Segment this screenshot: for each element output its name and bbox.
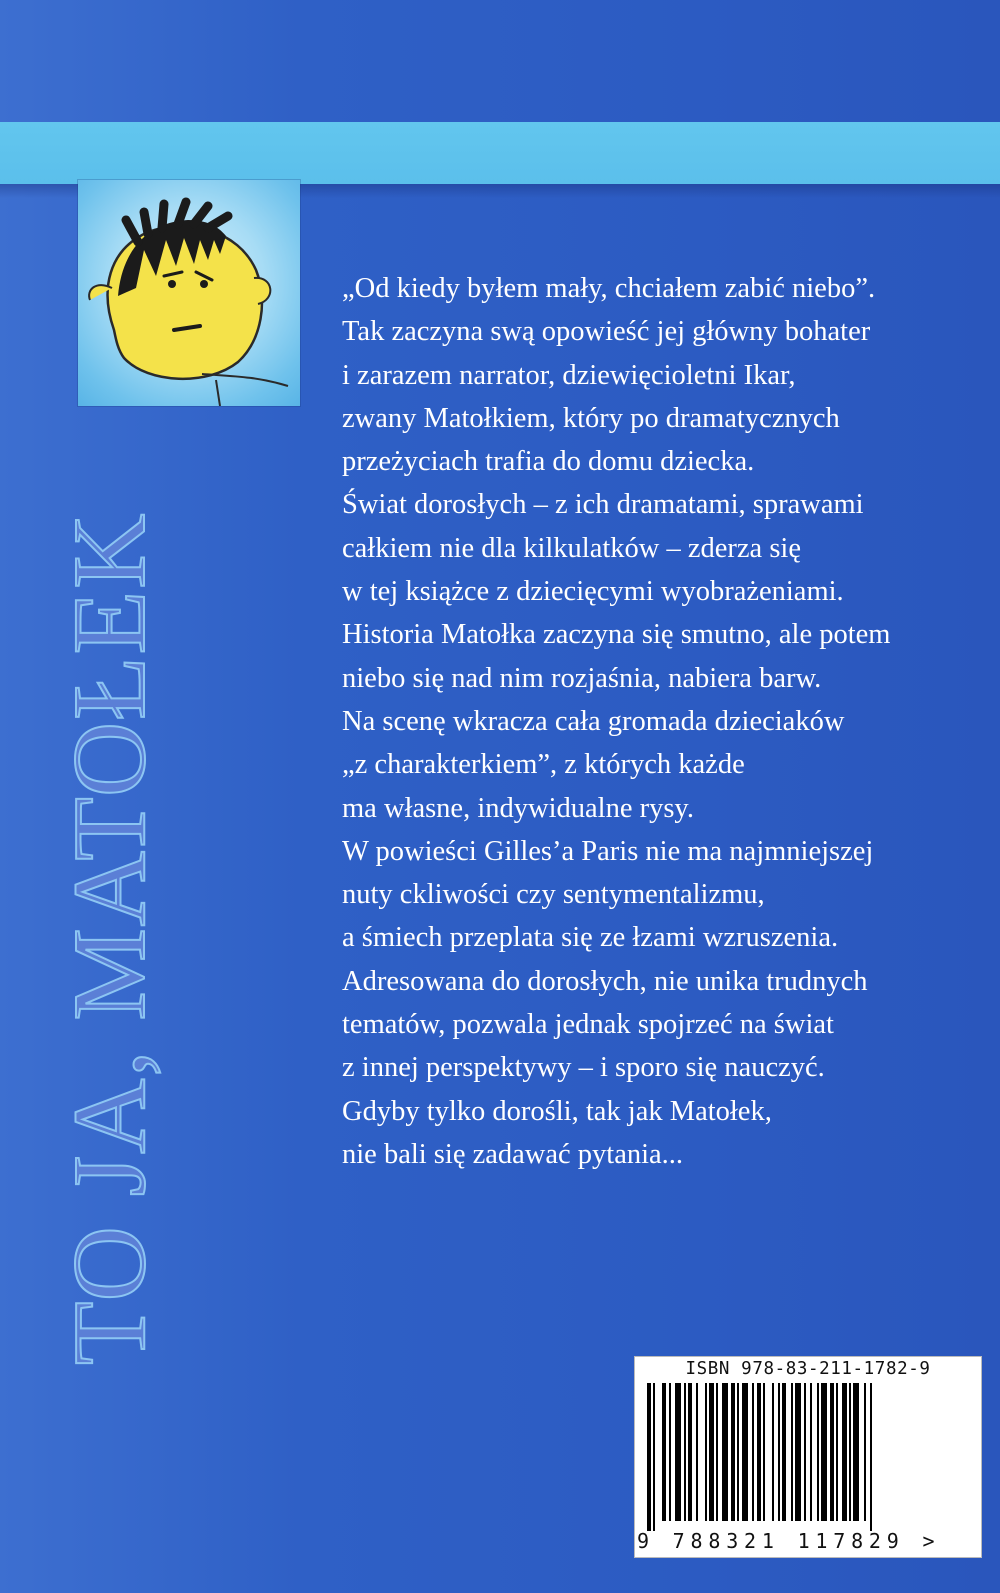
barcode-bar bbox=[662, 1383, 666, 1521]
barcode-digits: 9 788321 117829 > bbox=[637, 1529, 941, 1553]
vertical-title: TO JA, MATOŁEK bbox=[52, 511, 167, 1365]
barcode-bar bbox=[716, 1383, 718, 1521]
blurb-line: ma własne, indywidualne rysy. bbox=[342, 792, 694, 824]
barcode-bar bbox=[810, 1383, 812, 1521]
blurb-line: nuty ckliwości czy sentymentalizmu, bbox=[342, 879, 765, 911]
top-light-blue-band bbox=[0, 122, 1000, 184]
barcode-bar bbox=[836, 1383, 838, 1521]
barcode-bar bbox=[653, 1383, 655, 1531]
barcode-bar bbox=[842, 1383, 846, 1521]
barcode-bar bbox=[763, 1383, 765, 1521]
barcode-bar bbox=[864, 1383, 866, 1521]
barcode-bar bbox=[757, 1383, 761, 1521]
blurb-line: Na scenę wkracza cała gromada dzieciaków bbox=[342, 705, 845, 737]
blurb-line: Historia Matołka zaczyna się smutno, ale potem bbox=[342, 619, 891, 651]
back-cover-blurb bbox=[342, 267, 962, 1176]
barcode-icon bbox=[647, 1383, 969, 1531]
barcode-bar bbox=[817, 1383, 819, 1521]
barcode-bar bbox=[870, 1383, 872, 1531]
barcode-bar bbox=[778, 1383, 780, 1521]
blurb-line: Adresowana do dorosłych, nie unika trudnych bbox=[342, 965, 868, 997]
barcode-bar bbox=[647, 1383, 651, 1531]
blurb-line: Tak zaczyna swą opowieść jej główny bohater bbox=[342, 316, 871, 348]
blurb-line: tematów, pozwala jednak spojrzeć na świat bbox=[342, 1009, 834, 1041]
boy-portrait-illustration bbox=[78, 180, 300, 406]
barcode-bar bbox=[709, 1383, 713, 1521]
barcode-bar bbox=[675, 1383, 681, 1521]
blurb-line: Świat dorosłych – z ich dramatami, sprawami bbox=[342, 489, 864, 521]
blurb-line: nie bali się zadawać pytania... bbox=[342, 1138, 684, 1170]
blurb-line: przeżyciach trafia do domu dziecka. bbox=[342, 446, 755, 478]
barcode-bar bbox=[853, 1383, 859, 1521]
barcode-bar bbox=[752, 1383, 754, 1521]
barcode-bar bbox=[849, 1383, 851, 1521]
barcode-bar bbox=[688, 1383, 692, 1521]
blurb-line: zwany Matołkiem, który po dramatycznych bbox=[342, 402, 840, 434]
barcode-bar bbox=[669, 1383, 671, 1521]
barcode-bar bbox=[696, 1383, 698, 1521]
barcode-bar bbox=[795, 1383, 801, 1521]
barcode-bar bbox=[821, 1383, 827, 1521]
blurb-line: „Od kiedy byłem mały, chciałem zabić niebo”. bbox=[342, 273, 876, 304]
blurb-line: całkiem nie dla kilkulatków – zderza się bbox=[342, 532, 801, 564]
blurb-line: i zarazem narrator, dziewięcioletni Ikar, bbox=[342, 359, 796, 391]
blurb-line: a śmiech przeplata się ze łzami wzruszenia. bbox=[342, 922, 839, 954]
barcode-bar bbox=[684, 1383, 686, 1521]
barcode-bar bbox=[791, 1383, 793, 1521]
isbn-barcode-box bbox=[634, 1356, 982, 1558]
blurb-line: Gdyby tylko dorośli, tak jak Matołek, bbox=[342, 1095, 772, 1127]
barcode-bar bbox=[772, 1383, 774, 1521]
boy-face-icon bbox=[78, 180, 300, 406]
barcode-bar bbox=[804, 1383, 806, 1521]
blurb-line: w tej książce z dziecięcymi wyobrażeniami. bbox=[342, 576, 844, 608]
barcode-bar bbox=[782, 1383, 786, 1521]
barcode-bar bbox=[742, 1383, 748, 1521]
barcode-bar bbox=[737, 1383, 739, 1521]
barcode-bar bbox=[830, 1383, 834, 1521]
blurb-line: niebo się nad nim rozjaśnia, nabiera barw. bbox=[342, 662, 822, 694]
isbn-label: ISBN 978-83-211-1782-9 bbox=[685, 1359, 931, 1379]
blurb-line: W powieści Gilles’a Paris nie ma najmniejszej bbox=[342, 835, 874, 867]
blurb-line: z innej perspektywy – i sporo się nauczyć. bbox=[342, 1052, 825, 1084]
blurb-line: „z charakterkiem”, z których każde bbox=[342, 749, 745, 781]
barcode-bar bbox=[731, 1383, 735, 1521]
barcode-bar bbox=[705, 1383, 707, 1521]
barcode-bar bbox=[722, 1383, 728, 1521]
